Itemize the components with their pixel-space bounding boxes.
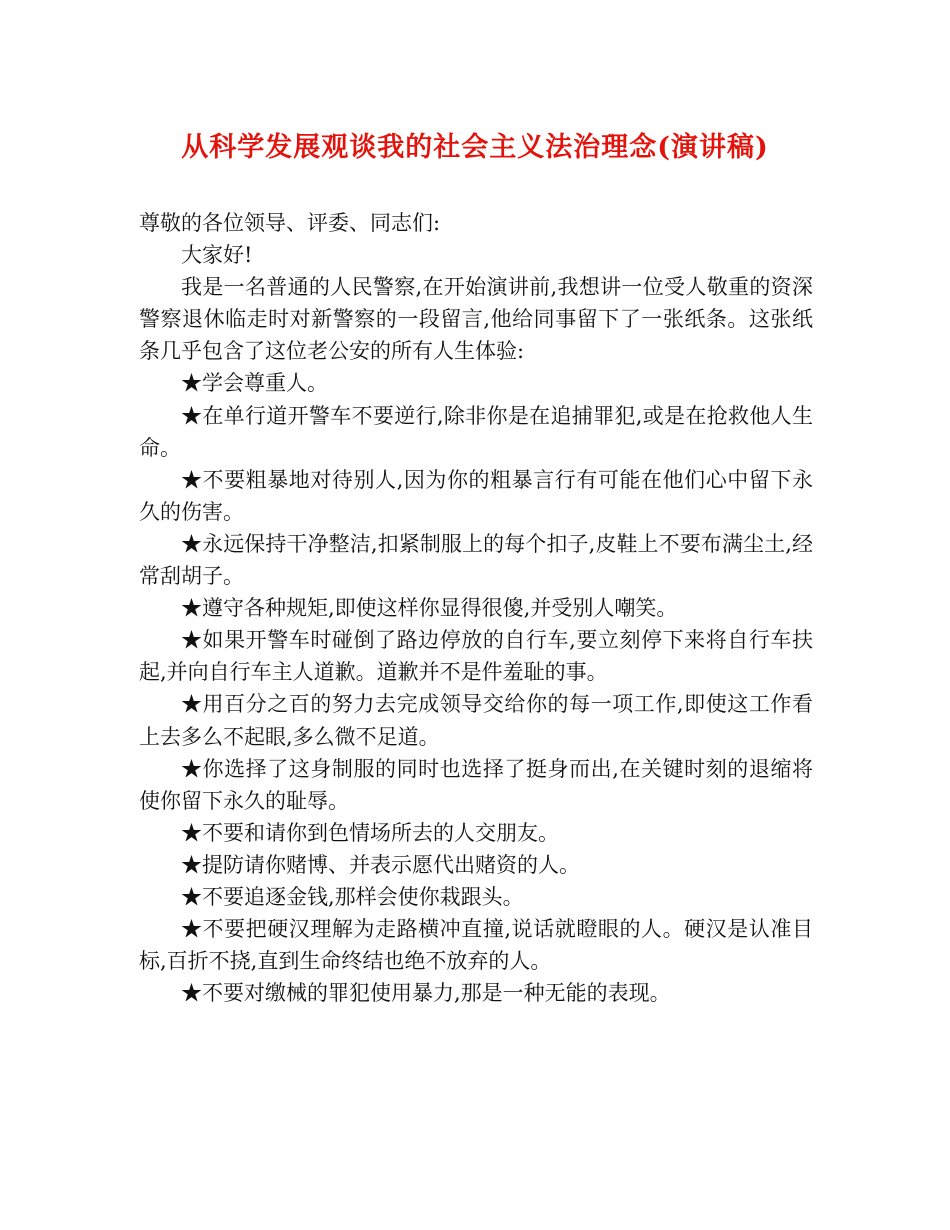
intro-paragraph: 我是一名普通的人民警察,在开始演讲前,我想讲一位受人敬重的资深警察退休临走时对新警察的一段留言,他给同事留下了一张纸条。这张纸条几乎包含了这位老公安的所有人生体验:: [139, 275, 813, 364]
rule-item: ★提防请你赌博、并表示愿代出赌资的人。: [181, 852, 580, 877]
salutation-paragraph: 尊敬的各位领导、评委、同志们:: [139, 211, 441, 235]
document-title: 从科学发展观谈我的社会主义法治理念(演讲稿): [181, 132, 769, 163]
rule-item: ★不要把硬汉理解为走路横冲直撞,说话就瞪眼的人。硬汉是认准目标,百折不挠,直到生命终结也绝不放弃的人。: [139, 917, 813, 974]
rule-item: ★不要和请你到色情场所去的人交朋友。: [181, 820, 559, 845]
rule-item: ★不要追逐金钱,那样会使你栽跟头。: [181, 884, 524, 909]
rule-item: ★遵守各种规矩,即使这样你显得很傻,并受别人嘲笑。: [181, 596, 678, 621]
rule-item: ★不要粗暴地对待别人,因为你的粗暴言行有可能在他们心中留下永久的伤害。: [139, 467, 813, 524]
rule-item: ★学会尊重人。: [181, 371, 328, 396]
rule-item: ★你选择了这身制服的同时也选择了挺身而出,在关键时刻的退缩将使你留下永久的耻辱。: [139, 756, 813, 813]
rule-item: ★永远保持干净整洁,扣紧制服上的每个扣子,皮鞋上不要布满尘土,经常刮胡子。: [139, 531, 813, 589]
greeting-paragraph: 大家好!: [181, 243, 253, 268]
rule-item: ★用百分之百的努力去完成领导交给你的每一项工作,即使这工作看上去多么不起眼,多么微不足道。: [139, 692, 813, 749]
rule-item: ★不要对缴械的罪犯使用暴力,那是一种无能的表现。: [181, 981, 671, 1006]
rule-item: ★如果开警车时碰倒了路边停放的自行车,要立刻停下来将自行车扶起,并向自行车主人道歉。道歉并不是件羞耻的事。: [139, 628, 813, 685]
rule-item: ★在单行道开警车不要逆行,除非你是在追捕罪犯,或是在抢救他人生命。: [139, 403, 813, 460]
document-body: [139, 207, 813, 1009]
